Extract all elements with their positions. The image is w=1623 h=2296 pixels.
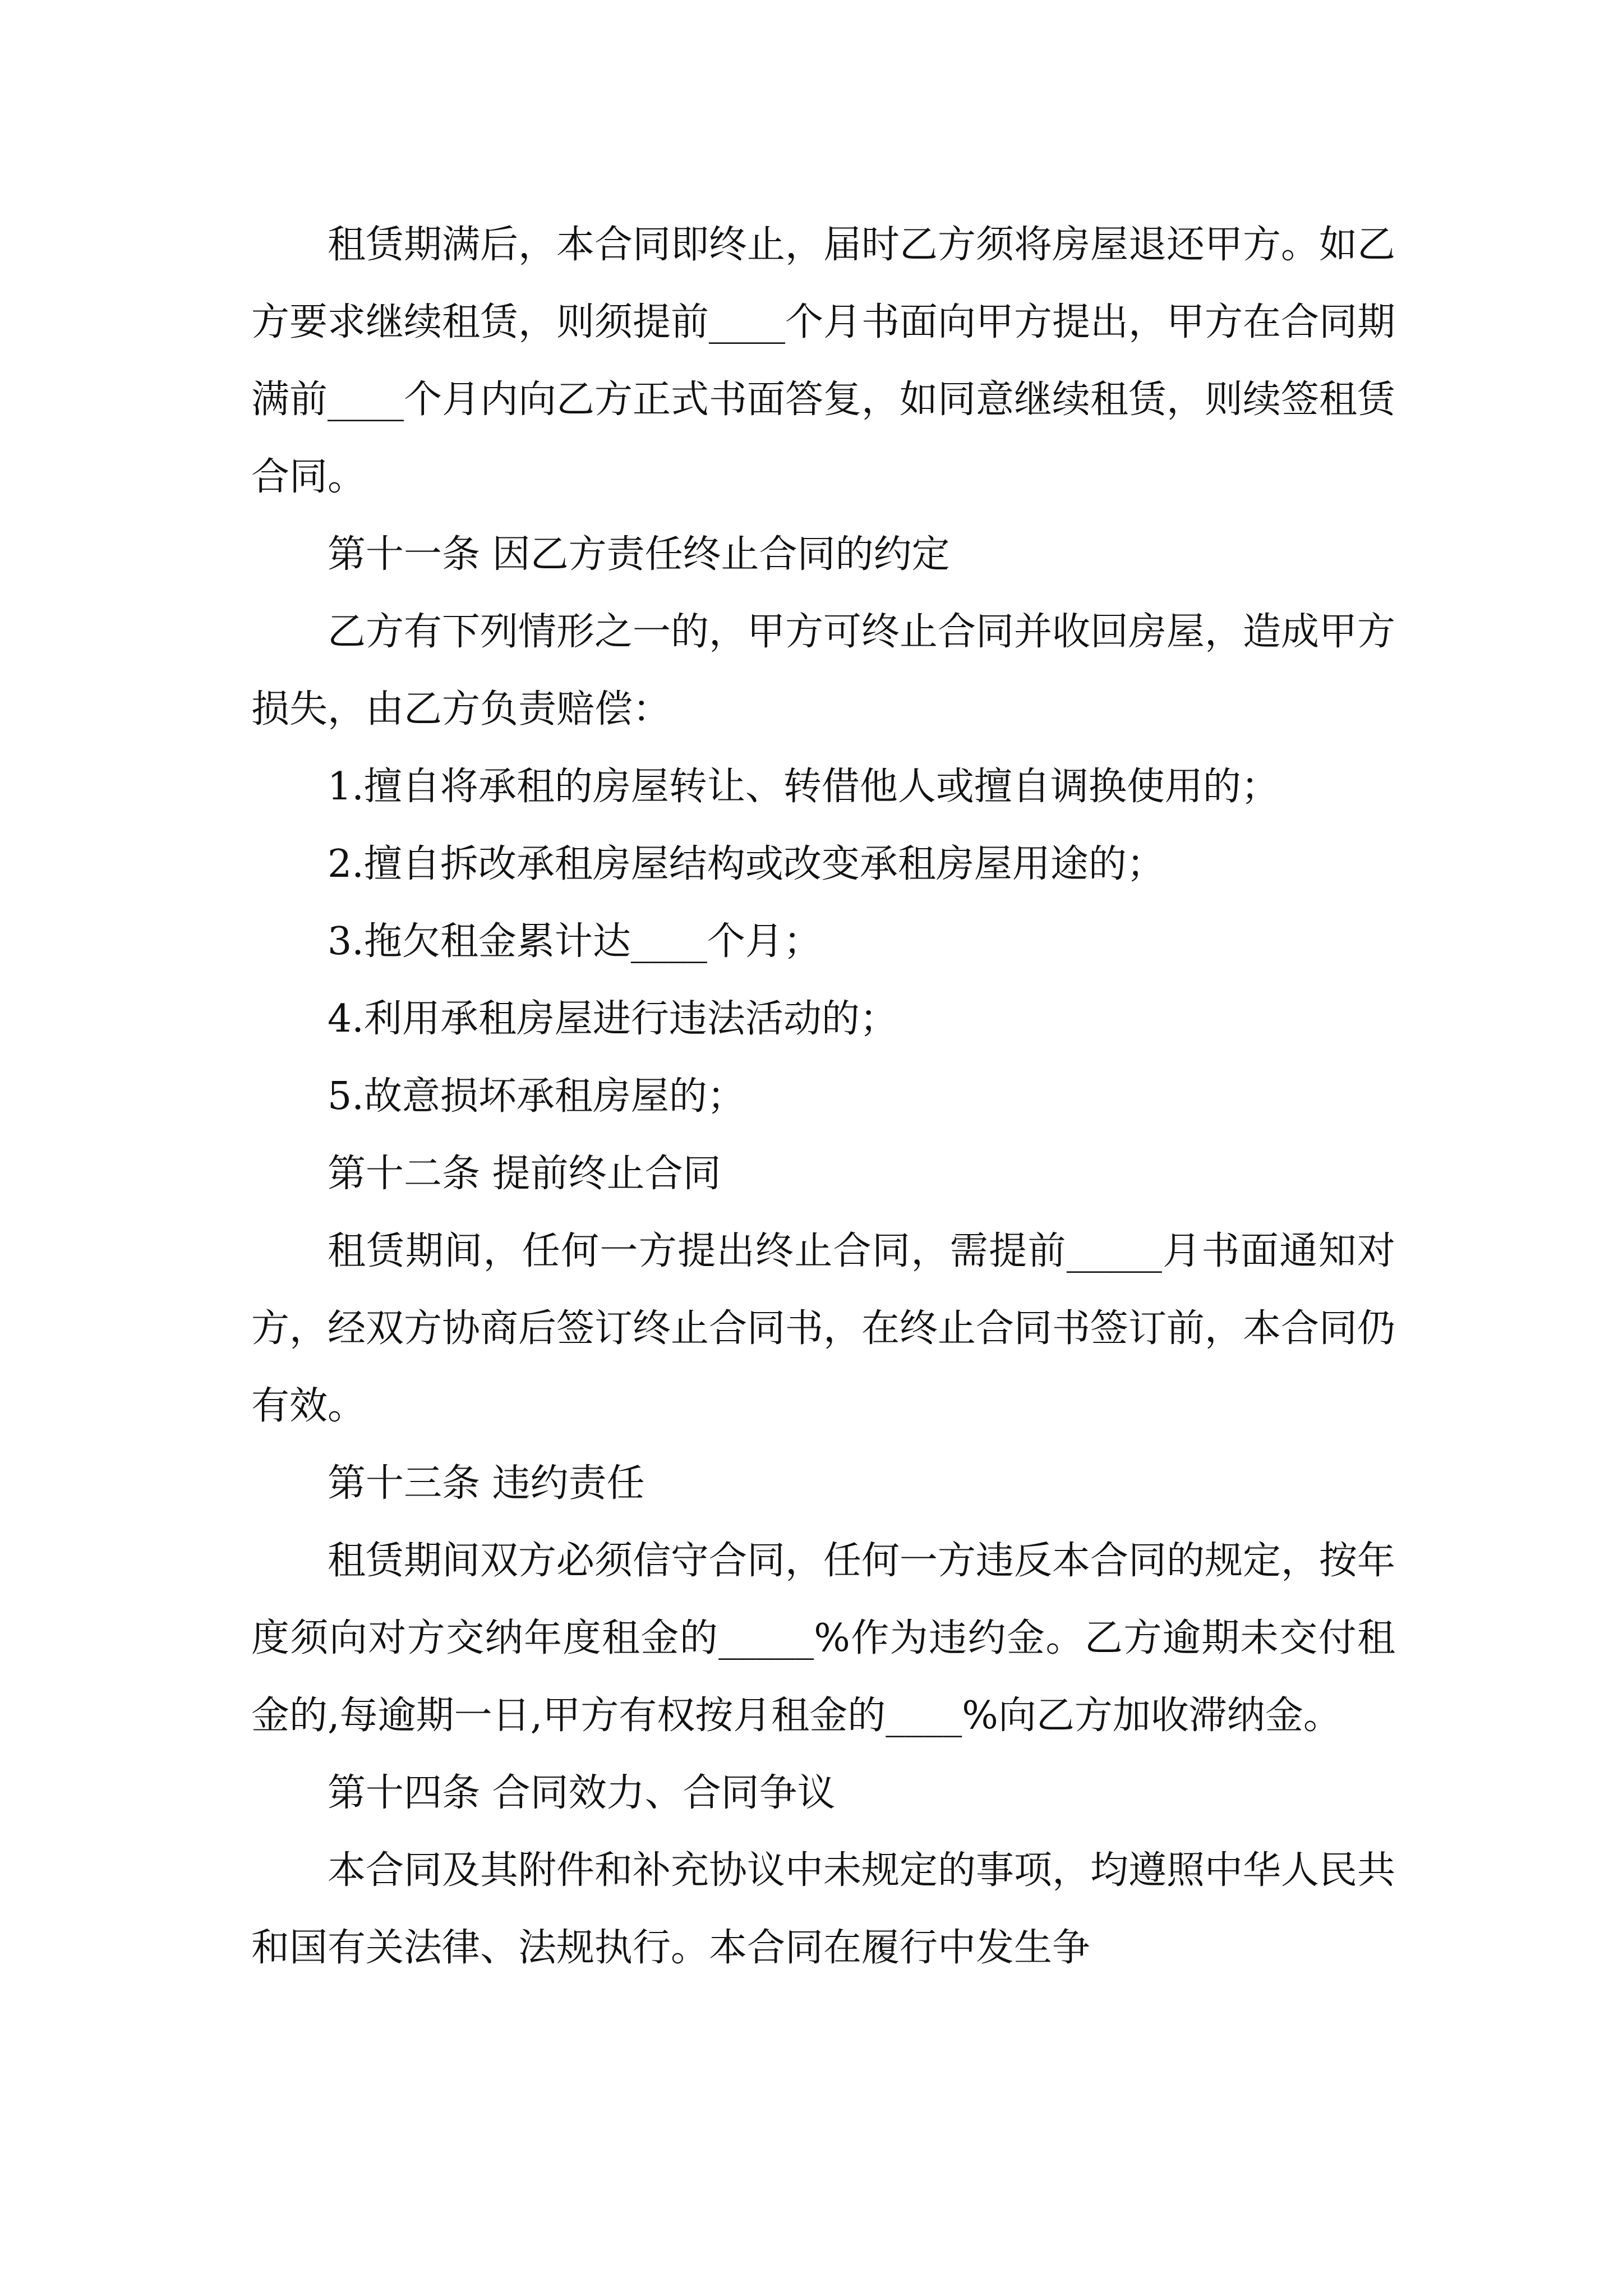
article-13-heading: 第十三条 违约责任 — [328, 1461, 645, 1506]
list-item-3: 3.拖欠租金累计达____个月； — [328, 919, 822, 964]
article-11-heading: 第十一条 因乙方责任终止合同的约定 — [328, 532, 950, 577]
article-12-heading: 第十二条 提前终止合同 — [328, 1152, 721, 1196]
paragraph-termination-conditions: 乙方有下列情形之一的，甲方可终止合同并收回房屋，造成甲方损失，由乙方负责赔偿： — [251, 610, 1396, 731]
paragraph-early-termination: 租赁期间，任何一方提出终止合同，需提前_____月书面通知对方，经双方协商后签订终止合同书，在终止合同书签订前，本合同仍有效。 — [251, 1229, 1396, 1428]
list-item-5: 5.故意损坏承租房屋的； — [328, 1074, 745, 1119]
paragraph-contract-validity: 本合同及其附件和补充协议中未规定的事项，均遵照中华人民共和国有关法律、法规执行。本合同在履行中发生争 — [251, 1848, 1396, 1970]
document-body — [251, 206, 1395, 1987]
paragraph-lease-expiry: 租赁期满后，本合同即终止，届时乙方须将房屋退还甲方。如乙方要求继续租赁，则须提前____个月书面向甲方提出，甲方在合同期满前____个月内向乙方正式书面答复，如同意继续租赁，则续签租赁合同。 — [251, 223, 1396, 499]
article-14-heading: 第十四条 合同效力、合同争议 — [328, 1771, 836, 1815]
list-item-4: 4.利用承租房屋进行违法活动的； — [328, 997, 898, 1041]
list-item-2: 2.擅自拆改承租房屋结构或改变承租房屋用途的； — [328, 842, 1165, 886]
paragraph-breach-liability: 租赁期间双方必须信守合同，任何一方违反本合同的规定，按年度须向对方交纳年度租金的_____%作为违约金。乙方逾期未交付租金的,每逾期一日,甲方有权按月租金的____%向乙方加收滞纳金。 — [251, 1539, 1396, 1738]
list-item-1: 1.擅自将承租的房屋转让、转借他人或擅自调换使用的； — [328, 765, 1279, 809]
